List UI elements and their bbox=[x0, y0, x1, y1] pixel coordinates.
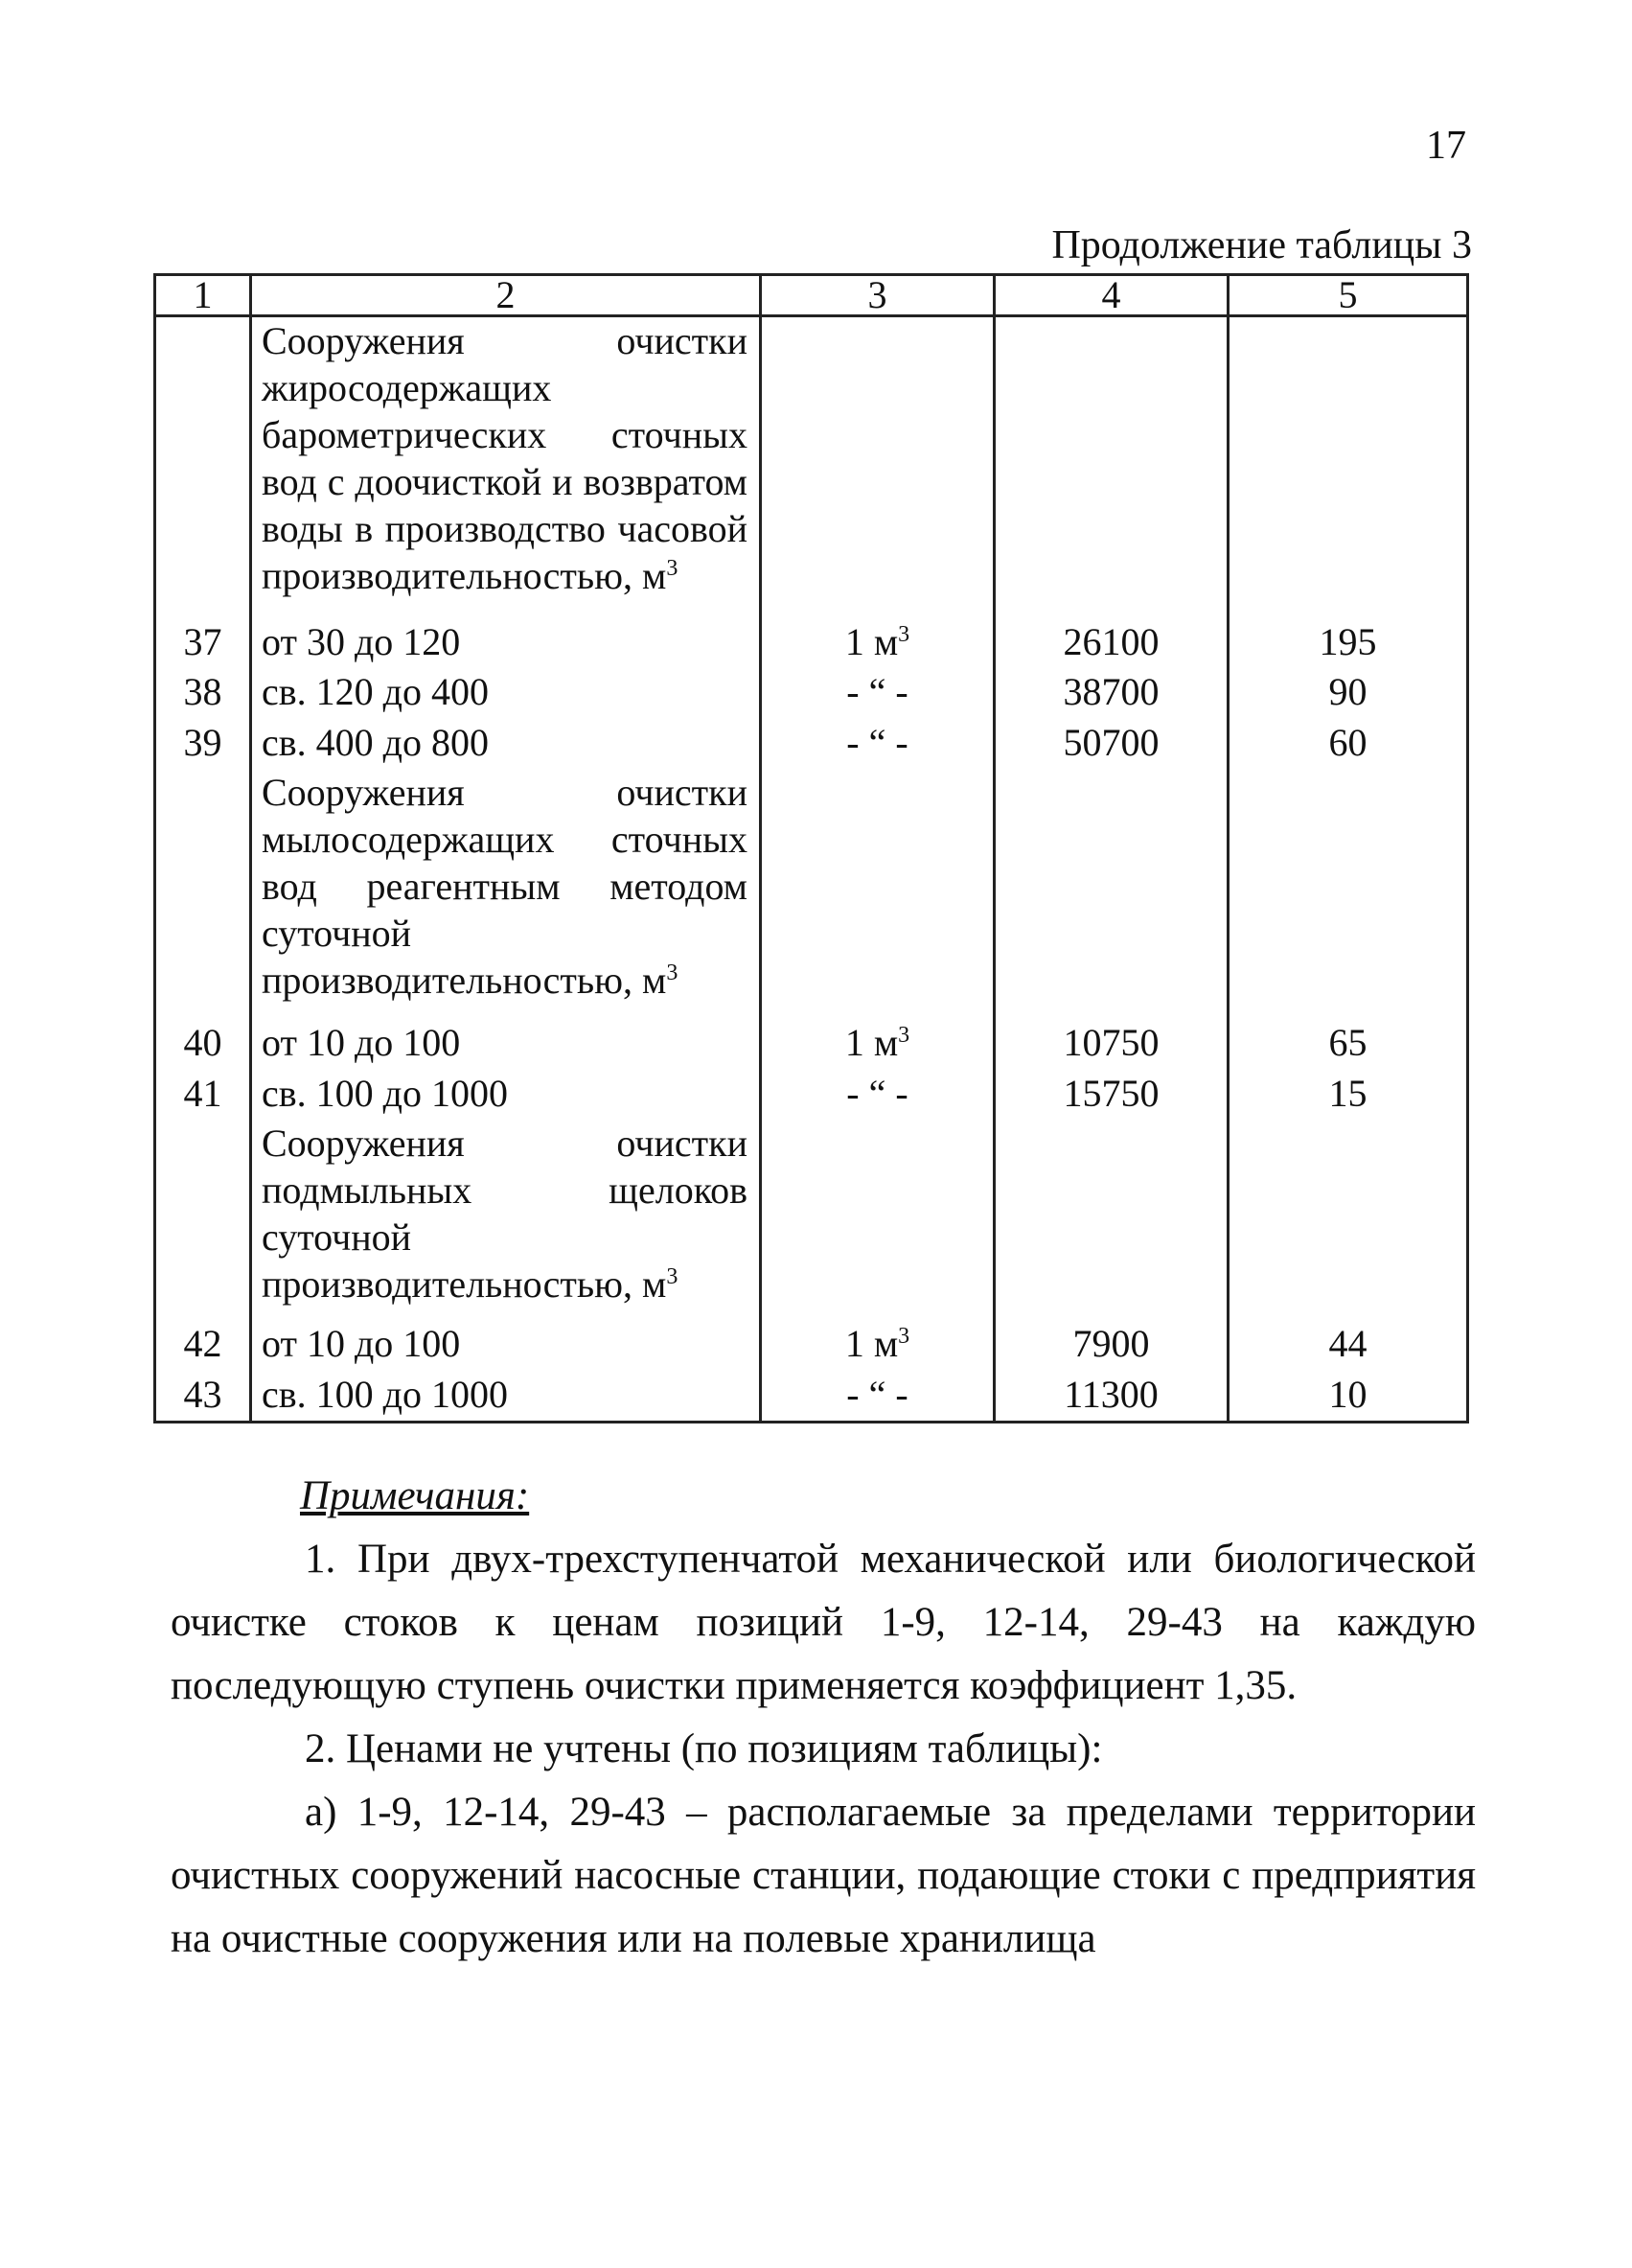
page-number: 17 bbox=[1426, 124, 1466, 168]
row-description bbox=[251, 1371, 761, 1421]
row-price bbox=[995, 1320, 1229, 1370]
superscript-3: 3 bbox=[666, 1263, 678, 1289]
row-description bbox=[251, 719, 761, 769]
row-description-text: от 10 до 100 bbox=[262, 1322, 461, 1366]
row-extra-price-text: 44 bbox=[1328, 1322, 1368, 1366]
notes-section bbox=[171, 1465, 1476, 1971]
superscript-3: 3 bbox=[666, 556, 678, 581]
table-header-row bbox=[155, 275, 1468, 316]
row-price-text: 26100 bbox=[1063, 619, 1160, 663]
row-price bbox=[995, 668, 1229, 718]
row-number-text: 39 bbox=[183, 720, 222, 764]
row-extra-price bbox=[1229, 1120, 1468, 1320]
row-unit bbox=[761, 618, 995, 668]
row-number bbox=[155, 1070, 251, 1120]
row-unit-text: - “ - bbox=[846, 670, 908, 714]
row-price-text: 15750 bbox=[1063, 1071, 1160, 1115]
row-description bbox=[251, 1019, 761, 1069]
row-description-text: св. 100 до 1000 bbox=[262, 1372, 508, 1416]
row-description-text: Сооружения очистки подмыльных щелоков суточной производительностью, м bbox=[262, 1121, 747, 1306]
row-extra-price bbox=[1229, 316, 1468, 618]
header-col-4: 4 bbox=[995, 275, 1229, 316]
row-price-text: 50700 bbox=[1063, 720, 1160, 764]
empty-cell bbox=[761, 1421, 995, 1423]
empty-cell bbox=[1229, 1421, 1468, 1423]
row-price-text: 38700 bbox=[1063, 670, 1160, 714]
superscript-3: 3 bbox=[666, 960, 678, 985]
table-row bbox=[155, 618, 1468, 668]
row-number bbox=[155, 668, 251, 718]
row-description bbox=[251, 316, 761, 618]
table-row bbox=[155, 316, 1468, 618]
row-unit-text: - “ - bbox=[846, 720, 908, 764]
row-extra-price-text: 90 bbox=[1328, 670, 1368, 714]
row-number-text: 43 bbox=[183, 1372, 222, 1416]
notes-title: Примечания: bbox=[300, 1473, 530, 1518]
row-price bbox=[995, 618, 1229, 668]
row-price bbox=[995, 1371, 1229, 1421]
row-number-text: 41 bbox=[183, 1071, 222, 1115]
row-description-text: от 10 до 100 bbox=[262, 1021, 461, 1065]
row-number-text: 40 bbox=[183, 1021, 222, 1065]
table-row bbox=[155, 1120, 1468, 1320]
header-col-2: 2 bbox=[251, 275, 761, 316]
row-description-text: от 30 до 120 bbox=[262, 619, 461, 663]
row-number bbox=[155, 1320, 251, 1370]
row-description bbox=[251, 668, 761, 718]
row-number bbox=[155, 719, 251, 769]
header-col-1: 1 bbox=[155, 275, 251, 316]
row-unit bbox=[761, 1371, 995, 1421]
row-unit-text: 1 м bbox=[844, 619, 899, 663]
row-extra-price-text: 195 bbox=[1319, 619, 1377, 663]
row-unit bbox=[761, 316, 995, 618]
row-unit bbox=[761, 1019, 995, 1069]
row-description-text: Сооружения очистки мылосодержащих сточных вод реагентным методом суточной производительностью, м bbox=[262, 770, 747, 1002]
row-unit-text: 1 м bbox=[844, 1021, 899, 1065]
empty-cell bbox=[995, 1421, 1229, 1423]
row-unit bbox=[761, 1120, 995, 1320]
table-row bbox=[155, 769, 1468, 1020]
row-unit bbox=[761, 769, 995, 1020]
row-number bbox=[155, 1371, 251, 1421]
row-unit-text: 1 м bbox=[844, 1322, 899, 1366]
row-unit-text: - “ - bbox=[846, 1071, 908, 1115]
row-price-text: 11300 bbox=[1064, 1372, 1159, 1416]
empty-cell bbox=[155, 1421, 251, 1423]
note-2: 2. Ценами не учтены (по позициям таблицы): bbox=[305, 1726, 1103, 1771]
table-row bbox=[155, 1019, 1468, 1069]
row-number bbox=[155, 1019, 251, 1069]
header-col-5: 5 bbox=[1229, 275, 1468, 316]
header-col-3: 3 bbox=[761, 275, 995, 316]
row-extra-price bbox=[1229, 668, 1468, 718]
table-filler-row bbox=[155, 1421, 1468, 1423]
row-unit bbox=[761, 668, 995, 718]
row-number bbox=[155, 316, 251, 618]
row-number bbox=[155, 769, 251, 1020]
row-number bbox=[155, 618, 251, 668]
row-price-text: 7900 bbox=[1072, 1322, 1150, 1366]
row-description-text: св. 400 до 800 bbox=[262, 720, 489, 764]
table-row bbox=[155, 1371, 1468, 1421]
row-description-text: Сооружения очистки жиросодержащих барометрических сточных вод с доочисткой и возвратом воды в производство часовой производительностью, м bbox=[262, 319, 747, 597]
row-price bbox=[995, 769, 1229, 1020]
row-number-text: 37 bbox=[183, 619, 222, 663]
table-row bbox=[155, 719, 1468, 769]
row-description bbox=[251, 1120, 761, 1320]
table-caption: Продолжение таблицы 3 bbox=[1051, 223, 1472, 267]
table-row bbox=[155, 1070, 1468, 1120]
row-price bbox=[995, 1120, 1229, 1320]
row-extra-price bbox=[1229, 618, 1468, 668]
row-price bbox=[995, 316, 1229, 618]
row-number bbox=[155, 1120, 251, 1320]
row-extra-price-text: 65 bbox=[1328, 1021, 1368, 1065]
row-extra-price bbox=[1229, 769, 1468, 1020]
row-unit bbox=[761, 1070, 995, 1120]
row-description-text: св. 100 до 1000 bbox=[262, 1071, 508, 1115]
row-extra-price bbox=[1229, 1019, 1468, 1069]
row-extra-price-text: 15 bbox=[1328, 1071, 1368, 1115]
row-description-text: св. 120 до 400 bbox=[262, 670, 489, 714]
row-unit-text: - “ - bbox=[846, 1372, 908, 1416]
row-unit bbox=[761, 1320, 995, 1370]
row-number-text: 38 bbox=[183, 670, 222, 714]
price-table bbox=[153, 273, 1469, 1423]
row-extra-price bbox=[1229, 1371, 1468, 1421]
row-unit bbox=[761, 719, 995, 769]
row-extra-price-text: 60 bbox=[1328, 720, 1368, 764]
superscript-3: 3 bbox=[898, 1023, 910, 1049]
superscript-3: 3 bbox=[898, 1324, 910, 1350]
row-price bbox=[995, 719, 1229, 769]
row-extra-price bbox=[1229, 719, 1468, 769]
row-extra-price-text: 10 bbox=[1328, 1372, 1368, 1416]
row-number-text: 42 bbox=[183, 1322, 222, 1366]
empty-cell bbox=[251, 1421, 761, 1423]
superscript-3: 3 bbox=[898, 621, 910, 647]
row-description bbox=[251, 1070, 761, 1120]
row-description bbox=[251, 1320, 761, 1370]
table-row bbox=[155, 1320, 1468, 1370]
row-description bbox=[251, 769, 761, 1020]
row-price bbox=[995, 1070, 1229, 1120]
row-extra-price bbox=[1229, 1320, 1468, 1370]
note-2a: а) 1-9, 12-14, 29-43 – располагаемые за пределами территории очистных сооружений насосные станции, подающие стоки с предприятия на очистные сооружения или на полевые хранилища bbox=[171, 1790, 1476, 1961]
row-price-text: 10750 bbox=[1063, 1021, 1160, 1065]
row-extra-price bbox=[1229, 1070, 1468, 1120]
table-row bbox=[155, 668, 1468, 718]
row-price bbox=[995, 1019, 1229, 1069]
note-1: 1. При двух-трехступенчатой механической или биологической очистке стоков к ценам позиций 1-9, 12-14, 29-43 на каждую последующую ступень очистки применяется коэффициент 1,35. bbox=[171, 1537, 1476, 1708]
row-description bbox=[251, 618, 761, 668]
